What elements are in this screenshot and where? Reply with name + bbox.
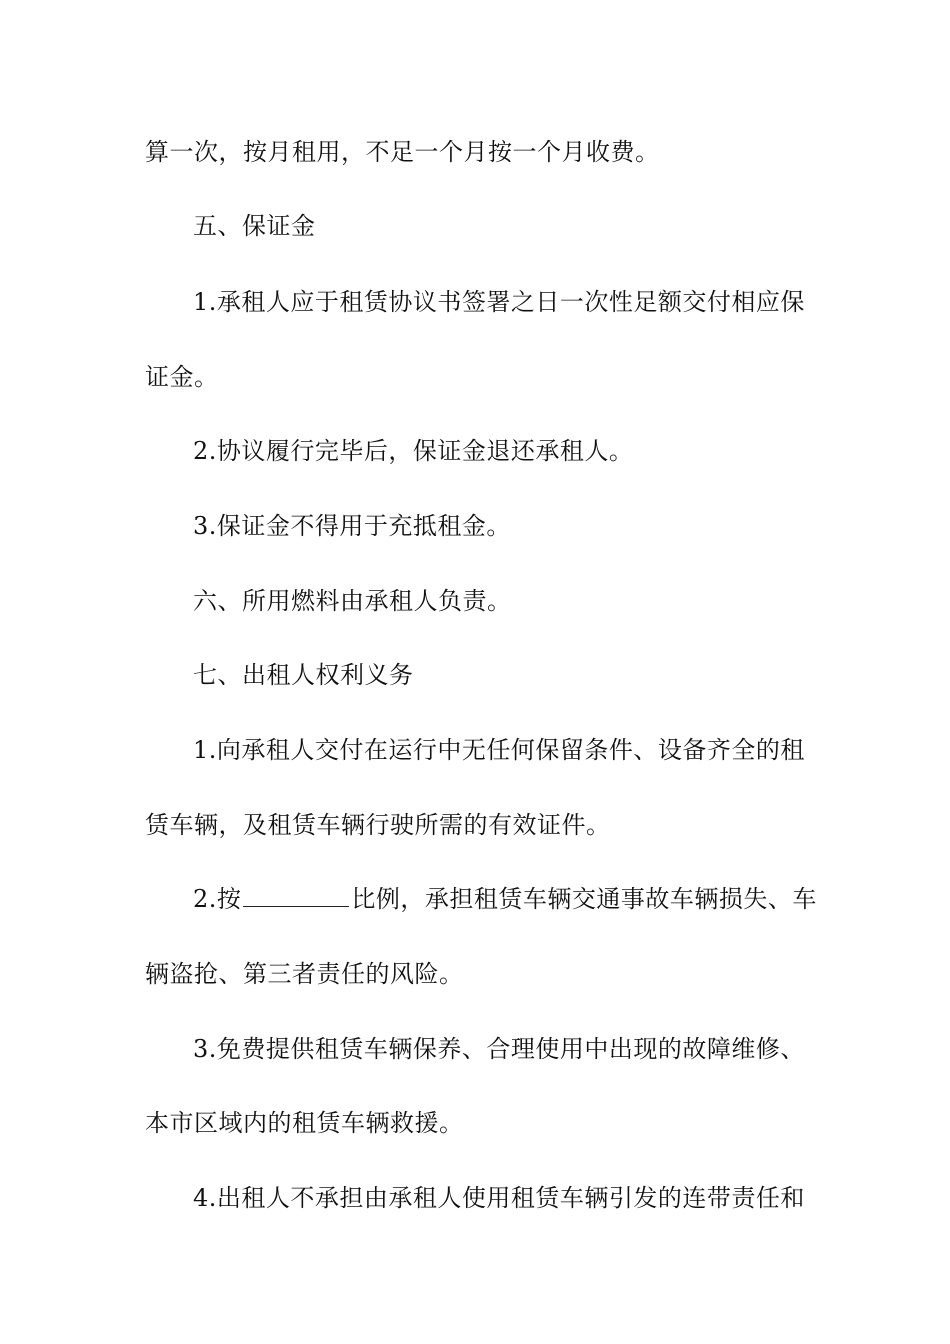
paragraph-line: 辆盗抢、第三者责任的风险。: [145, 960, 464, 988]
paragraph-line: 证金。: [145, 363, 219, 391]
paragraph-line-with-blank: [193, 884, 817, 914]
paragraph-line: 1.向承租人交付在运行中无任何保留条件、设备齐全的租: [193, 736, 805, 764]
paragraph-line: 1.承租人应于租赁协议书签署之日一次性足额交付相应保: [193, 288, 805, 316]
fill-in-blank: [243, 886, 349, 907]
paragraph-line: 3.免费提供租赁车辆保养、合理使用中出现的故障维修、: [193, 1035, 805, 1063]
blank-prefix-text: 2.按: [193, 885, 242, 913]
paragraph-line: 算一次，按月租用，不足一个月按一个月收费。: [145, 138, 660, 166]
section-heading: 五、保证金: [193, 212, 316, 240]
paragraph-line: 4.出租人不承担由承租人使用租赁车辆引发的连带责任和: [193, 1184, 805, 1212]
blank-suffix-text: 比例，承担租赁车辆交通事故车辆损失、车: [351, 885, 817, 913]
paragraph-line: 2.协议履行完毕后，保证金退还承租人。: [193, 437, 634, 465]
section-heading: 七、出租人权利义务: [193, 661, 414, 689]
paragraph-line: 本市区域内的租赁车辆救援。: [145, 1109, 464, 1137]
paragraph-line: 3.保证金不得用于充抵租金。: [193, 512, 511, 540]
paragraph-line: 赁车辆，及租赁车辆行驶所需的有效证件。: [145, 811, 611, 839]
section-heading: 六、所用燃料由承租人负责。: [193, 587, 512, 615]
